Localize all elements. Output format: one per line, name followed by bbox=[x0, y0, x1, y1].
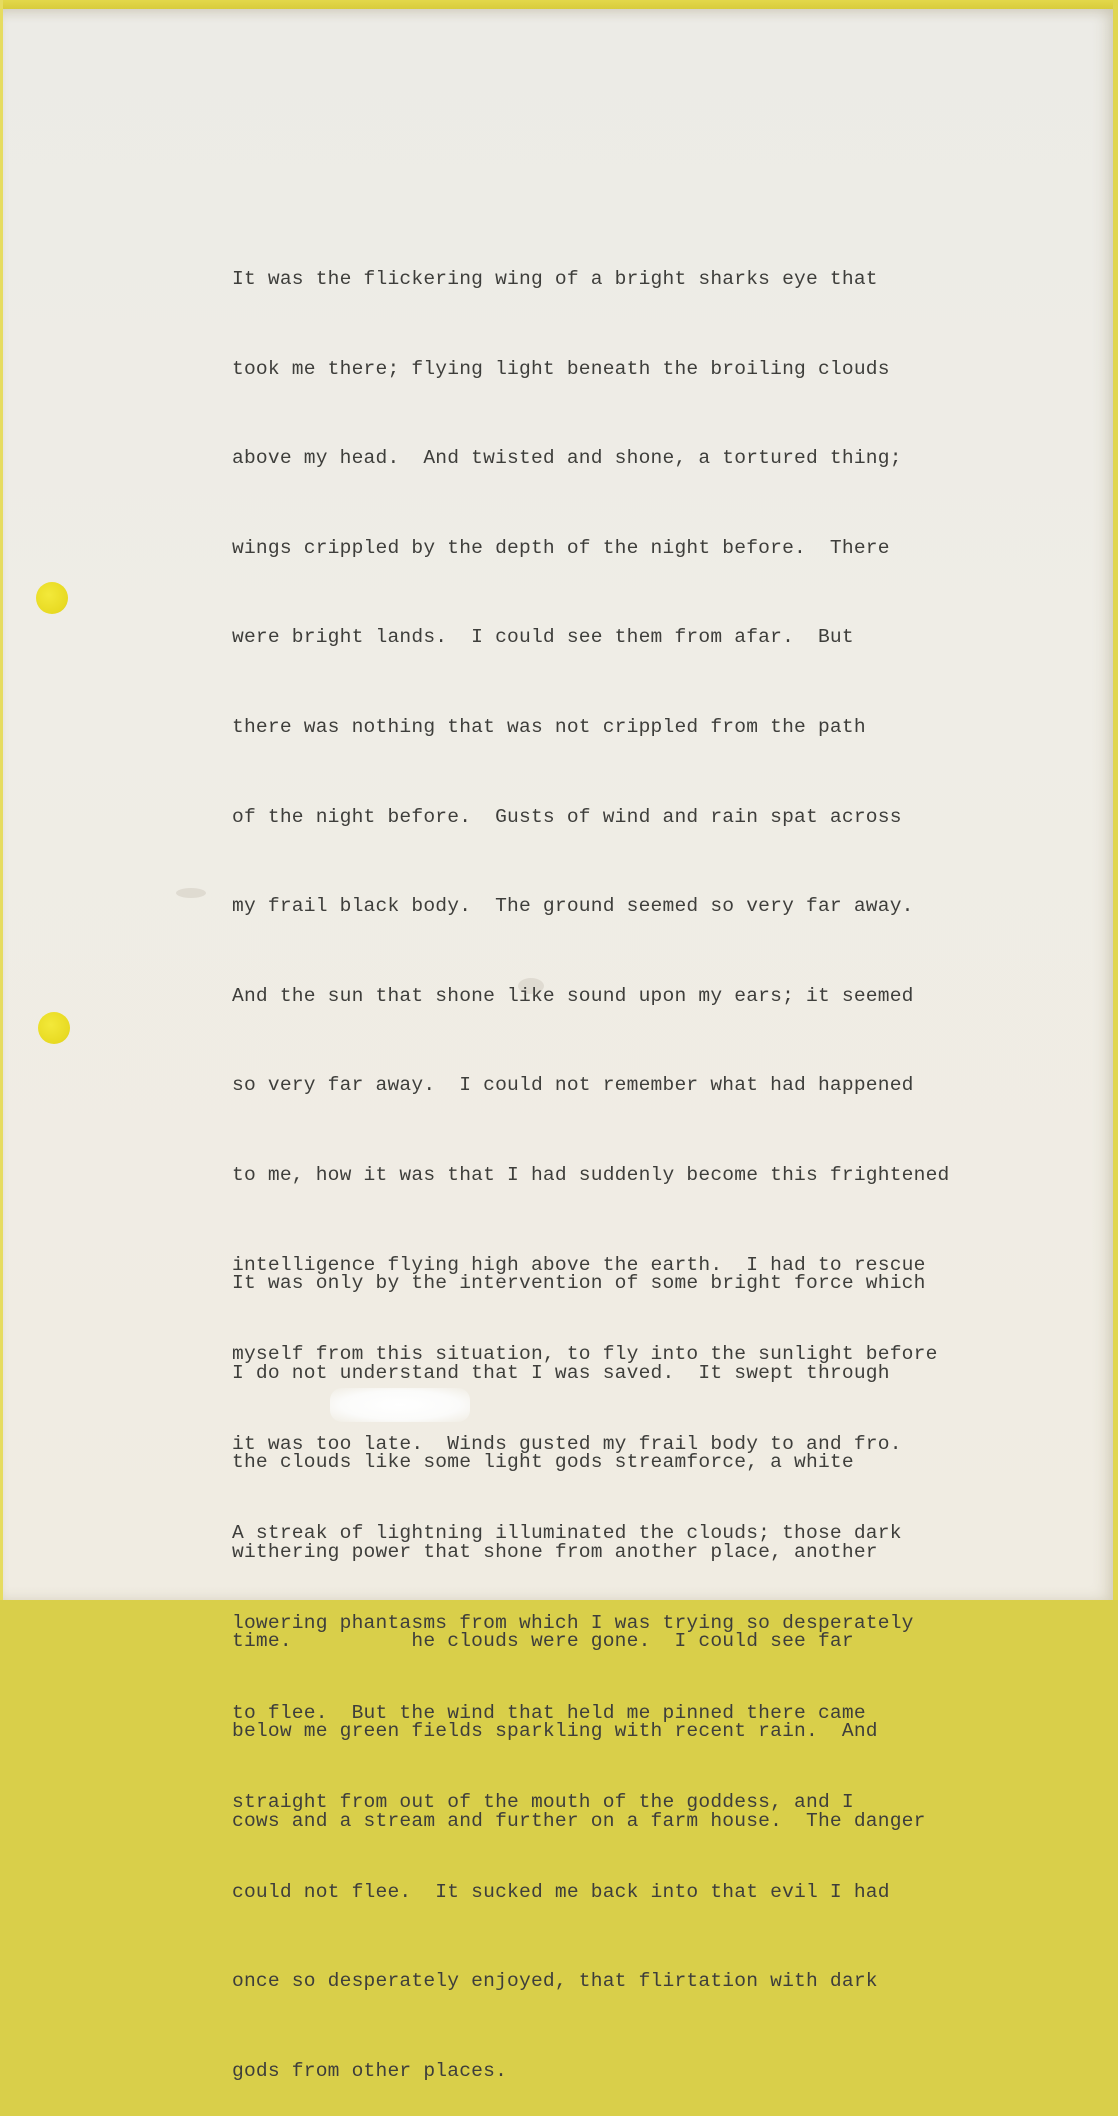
text-line: A streak of lightning illuminated the clouds; those dark bbox=[232, 1522, 902, 1545]
text-line: lowering phantasms from which I was trying so desperately bbox=[232, 1611, 914, 1634]
text-line: It was only by the intervention of some bright force which bbox=[232, 1272, 926, 1294]
text-line: there was nothing that was not crippled from the path bbox=[232, 715, 866, 738]
text-line: could not flee. It sucked me back into that evil I had bbox=[232, 1880, 890, 1903]
text-line: once so desperately enjoyed, that flirtation with dark bbox=[232, 1970, 878, 1993]
text-line: And the sun that shone like sound upon my ears; it seemed bbox=[232, 984, 914, 1007]
text-line: above my head. And twisted and shone, a tortured thing; bbox=[232, 447, 902, 470]
text-line: gods from other places. bbox=[232, 2059, 508, 2082]
text-line: intelligence flying high above the earth. I had to rescue bbox=[232, 1253, 926, 1276]
text-line: It was the flickering wing of a bright sharks eye that bbox=[232, 268, 878, 290]
paragraph-2 bbox=[232, 1217, 926, 1866]
folder-left-edge bbox=[0, 0, 3, 1600]
text-line: time. he clouds were gone. I could see far bbox=[232, 1630, 854, 1653]
folder-top-edge bbox=[0, 0, 1118, 9]
text-line: my frail black body. The ground seemed so very far away. bbox=[232, 895, 914, 918]
text-line: the clouds like some light gods streamforce, a white bbox=[232, 1451, 854, 1474]
text-line: it was too late. Winds gusted my frail body to and fro. bbox=[232, 1432, 902, 1455]
text-line: I do not understand that I was saved. It swept through bbox=[232, 1361, 890, 1384]
punch-hole-top bbox=[36, 582, 68, 614]
text-line: to me, how it was that I had suddenly become this frightened bbox=[232, 1163, 950, 1186]
text-line: so very far away. I could not remember what had happened bbox=[232, 1074, 914, 1097]
folder-right-edge bbox=[1113, 0, 1118, 1600]
punch-hole-bottom bbox=[38, 1012, 70, 1044]
text-line: were bright lands. I could see them from afar. But bbox=[232, 626, 854, 649]
text-line: withering power that shone from another place, another bbox=[232, 1540, 878, 1563]
correction-fluid-patch bbox=[330, 1388, 470, 1422]
text-line: wings crippled by the depth of the night before. There bbox=[232, 536, 890, 559]
text-line: of the night before. Gusts of wind and rain spat across bbox=[232, 805, 902, 828]
text-line: took me there; flying light beneath the broiling clouds bbox=[232, 357, 890, 380]
text-line: to flee. But the wind that held me pinned there came bbox=[232, 1701, 866, 1724]
text-line: straight from out of the mouth of the goddess, and I bbox=[232, 1791, 854, 1814]
text-line: myself from this situation, to fly into the sunlight before bbox=[232, 1343, 938, 1366]
text-line: below me green fields sparkling with recent rain. And bbox=[232, 1719, 878, 1742]
text-line: cows and a stream and further on a farm house. The danger bbox=[232, 1809, 926, 1832]
paper-smudge bbox=[176, 888, 206, 898]
